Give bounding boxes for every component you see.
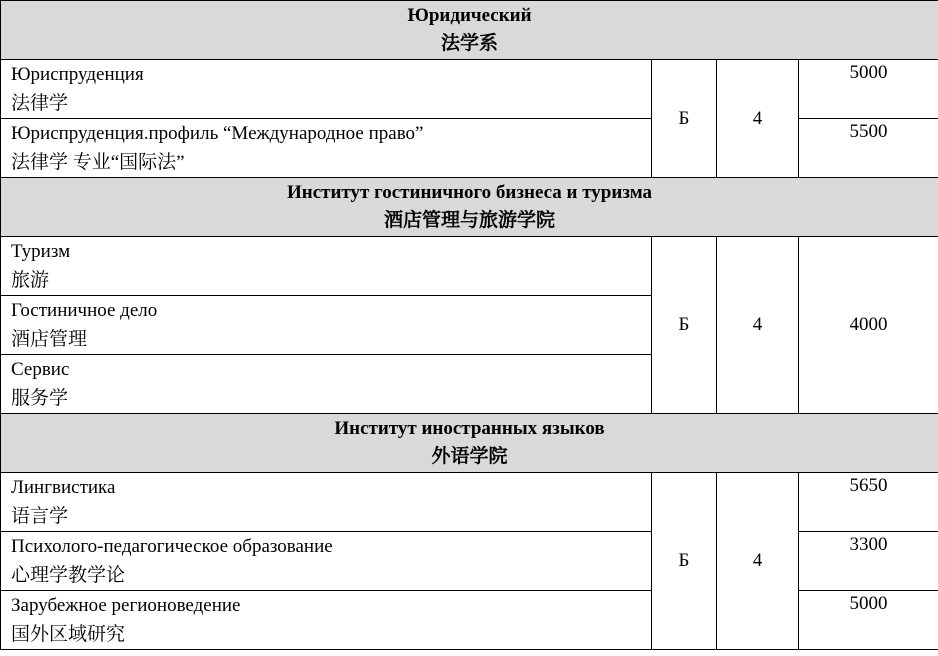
duration-years-cell: 4 (717, 473, 799, 650)
program-name-zh: 酒店管理 (11, 329, 88, 350)
duration-years-cell: 4 (717, 237, 799, 414)
program-name-cell (1, 473, 652, 532)
section-header-row (1, 414, 938, 473)
fee-cell: 5650 (799, 473, 938, 532)
program-name-zh: 法律学 (11, 93, 69, 114)
program-name-cell (1, 237, 652, 296)
degree-level-cell: Б (652, 60, 717, 178)
program-name-ru: Гостиничное дело (11, 300, 158, 321)
program-name-cell (1, 119, 652, 178)
section-header-tourism (1, 178, 938, 237)
program-name-zh: 法律学 专业“国际法” (11, 152, 185, 173)
program-name-ru: Юриспруденция (11, 64, 144, 85)
section-title-zh: 法学系 (440, 33, 498, 54)
fee-cell: 5000 (799, 591, 938, 650)
section-title-zh: 酒店管理与旅游学院 (383, 210, 555, 231)
table-row (1, 60, 938, 119)
program-name-zh: 语言学 (11, 506, 69, 527)
fee-cell: 3300 (799, 532, 938, 591)
section-title-ru: Юридический (407, 5, 532, 26)
table-row (1, 473, 938, 532)
table-row (1, 237, 938, 296)
section-title-ru: Институт гостиничного бизнеса и туризма (286, 182, 653, 203)
program-name-zh: 服务学 (11, 388, 69, 409)
program-name-cell (1, 532, 652, 591)
section-header-languages (1, 414, 938, 473)
fee-cell: 4000 (799, 237, 938, 414)
program-name-cell (1, 591, 652, 650)
program-name-ru: Зарубежное регионоведение (11, 595, 241, 616)
program-name-ru: Лингвистика (11, 477, 116, 498)
program-name-zh: 旅游 (11, 270, 50, 291)
program-name-cell (1, 355, 652, 414)
section-header-row (1, 1, 938, 60)
program-name-cell (1, 296, 652, 355)
program-name-ru: Психолого-педагогическое образование (11, 536, 333, 557)
duration-years-cell: 4 (717, 60, 799, 178)
section-header-row (1, 178, 938, 237)
section-title-ru: Институт иностранных языков (334, 418, 605, 439)
program-name-zh: 国外区域研究 (11, 624, 126, 645)
fee-cell: 5000 (799, 60, 938, 119)
fee-cell: 5500 (799, 119, 938, 178)
degree-level-cell: Б (652, 237, 717, 414)
program-name-ru: Юриспруденция.профиль “Международное право” (11, 123, 424, 144)
program-name-ru: Сервис (11, 359, 70, 380)
program-name-ru: Туризм (11, 241, 71, 262)
section-header-law (1, 1, 938, 60)
program-name-zh: 心理学教学论 (11, 565, 126, 586)
section-title-zh: 外语学院 (431, 446, 508, 467)
program-name-cell (1, 60, 652, 119)
degree-level-cell: Б (652, 473, 717, 650)
